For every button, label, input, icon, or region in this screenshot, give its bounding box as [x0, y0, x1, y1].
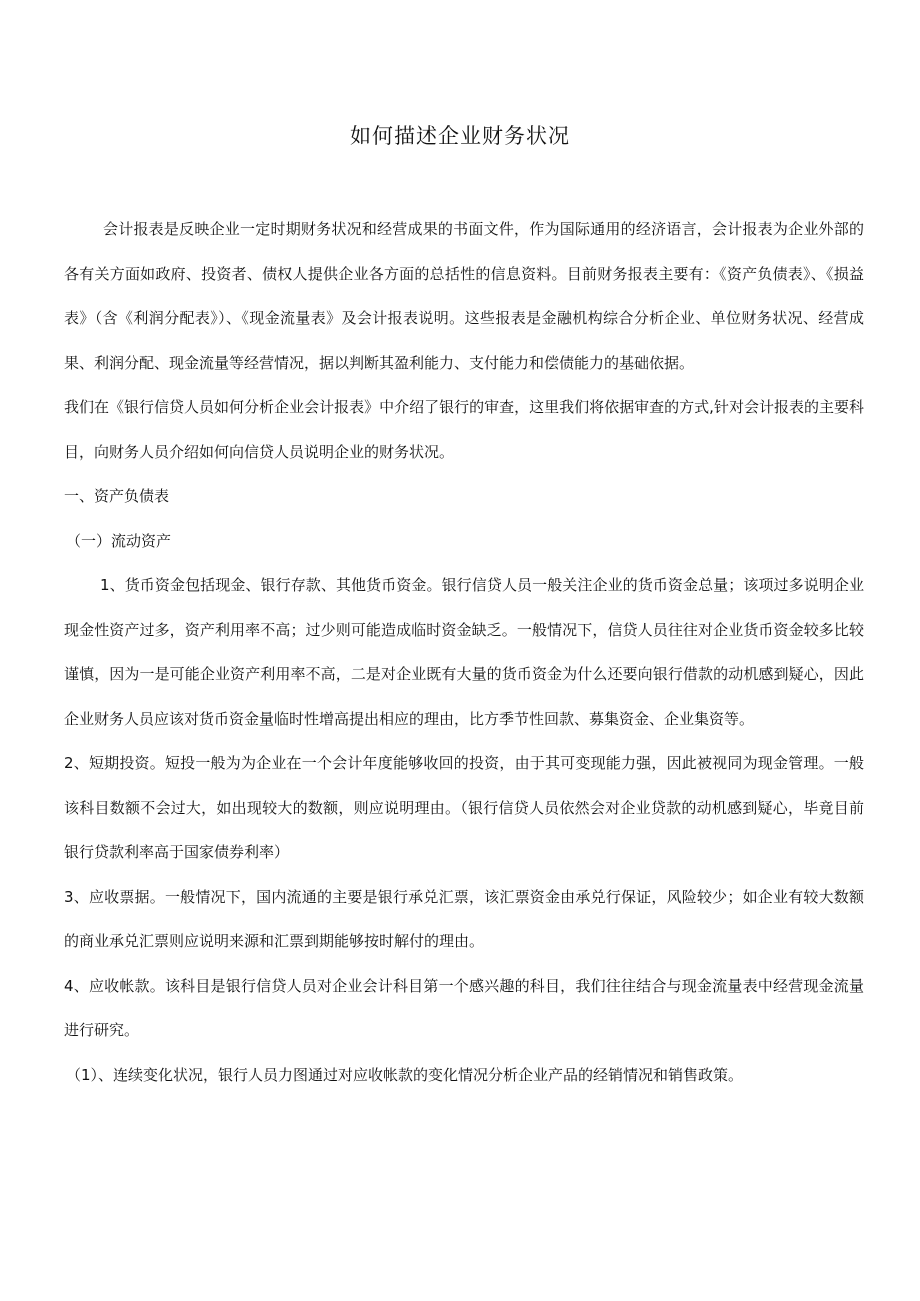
- document-body: [64, 207, 864, 1097]
- paragraph-item-4-1: （1）、连续变化状况，银行人员力图通过对应收帐款的变化情况分析企业产品的经销情况和销售政策。: [66, 1065, 744, 1084]
- paragraph-item-1: 1、货币资金包括现金、银行存款、其他货币资金。银行信贷人员一般关注企业的货币资金总量；该项过多说明企业现金性资产过多，资产利用率不高；过少则可能造成临时资金缺乏。一般情况下，信贷人员往往对企业货币资金较多比较谨慎，因为一是可能企业资产利用率不高，二是对企业既有大量的货币资金为什么还要向银行借款的动机感到疑心，因此企业财务人员应该对货币资金量临时性增高提出相应的理由，比方季节性回款、募集资金、企业集资等。: [64, 576, 864, 728]
- paragraph-intro: 会计报表是反映企业一定时期财务状况和经营成果的书面文件，作为国际通用的经济语言，会计报表为企业外部的各有关方面如政府、投资者、债权人提供企业各方面的总括性的信息资料。目前财务报表主要有：《资产负债表》、《损益表》（含《利润分配表》）、《现金流量表》及会计报表说明。这些报表是金融机构综合分析企业、单位财务状况、经营成果、利润分配、现金流量等经营情况，据以判断其盈利能力、支付能力和偿债能力的基础依据。: [64, 220, 864, 372]
- document-title: 如何描述企业财务状况: [350, 124, 570, 148]
- paragraph-item-3: 3、应收票据。一般情况下，国内流通的主要是银行承兑汇票，该汇票资金由承兑行保证，风险较少；如企业有较大数额的商业承兑汇票则应说明来源和汇票到期能够按时解付的理由。: [64, 887, 864, 950]
- paragraph-item-4: 4、应收帐款。该科目是银行信贷人员对企业会计科目第一个感兴趣的科目，我们往往结合与现金流量表中经营现金流量进行研究。: [64, 976, 864, 1039]
- paragraph-purpose: 我们在《银行信贷人员如何分析企业会计报表》中介绍了银行的审查，这里我们将依据审查的方式,针对会计报表的主要科目，向财务人员介绍如何向信贷人员说明企业的财务状况。: [64, 398, 864, 461]
- subsection-heading: （一）流动资产: [66, 531, 172, 550]
- paragraph-item-2: 2、短期投资。短投一般为为企业在一个会计年度能够收回的投资，由于其可变现能力强，因此被视同为现金管理。一般该科目数额不会过大，如出现较大的数额，则应说明理由。（银行信贷人员依然会对企业贷款的动机感到疑心，毕竟目前银行贷款利率高于国家债券利率）: [64, 754, 864, 861]
- section-heading: 一、资产负债表: [64, 487, 170, 505]
